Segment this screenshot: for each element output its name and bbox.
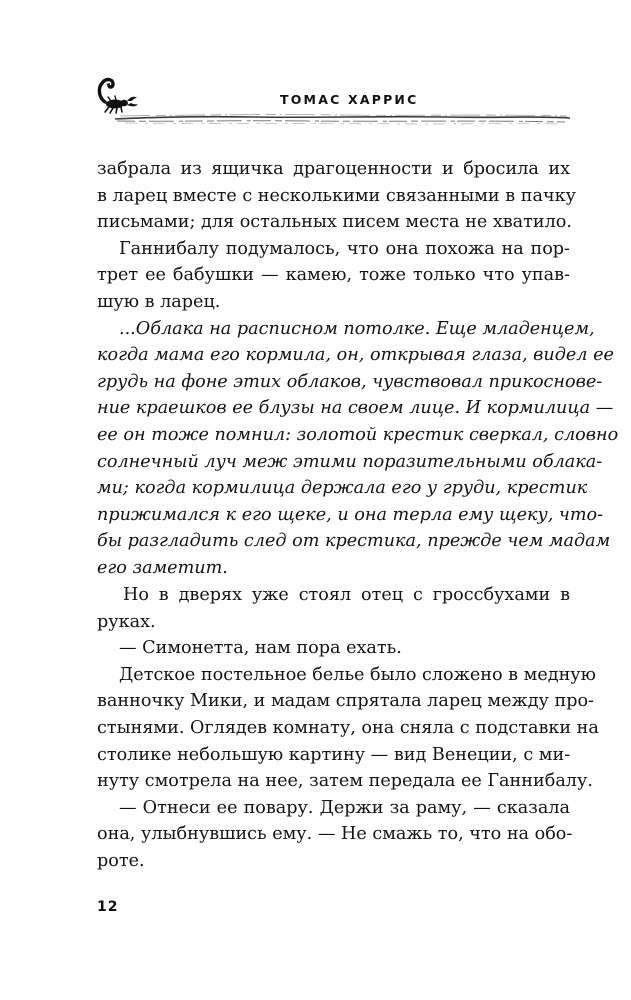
italic-line: прижимался к его щеке, и она терла ему щеку, что- [97,504,604,525]
text-line: письмами; для остальных писем места не хватило. [97,212,572,233]
italic-line: ее он тоже помнил: золотой крестик сверкал, словно [97,424,619,445]
text-line: ванночку Мики, и мадам спрятала ларец между про- [97,691,595,712]
italic-line: его заметит. [97,557,228,578]
italic-line: ние краешков ее блузы на своем лице. И кормилица — [97,398,614,419]
page-number: 12 [97,899,119,915]
text-line: забрала из ящичка драгоценности и бросила их [97,159,570,179]
text-line: Ганнибалу подумалось, что она похожа на пор- [119,238,570,259]
italic-line: грудь на фоне этих облаков, чувствовал прикоснове- [97,371,603,392]
dialogue-line: — Отнеси ее повару. Держи за раму, — сказала [119,797,570,818]
italic-line: солнечный луч меж этими поразительными облака- [97,451,603,472]
text-block-2 [97,582,599,875]
text-line: шую в ларец. [97,291,221,312]
text-line: стынями. Оглядев комнату, она сняла с подставки на [97,717,599,738]
italic-line: ...Облака на расписном потолке. Еще младенцем, [119,318,595,339]
running-head: ТОМАС ХАРРИС [280,92,419,107]
text-line: она, улыбнувшись ему. — Не смажь то, что на обо- [97,824,573,845]
text-line: трет ее бабушки — камею, тоже только что упав- [97,265,570,286]
page-header [95,72,570,132]
text-line: в ларец вместе с несколькими связанными в пачку [97,185,576,206]
italic-line: бы разгладить след от крестика, прежде чем мадам [97,531,611,552]
text-line: Но в дверях уже стоял отец с гроссбухами в [123,585,570,605]
dialogue-line: — Симонетта, нам пора ехать. [119,638,402,659]
italic-line: когда мама его кормила, он, открывая глаза, видел ее [97,345,614,366]
italic-line: ми; когда кормилица держала его у груди, крестик [97,478,588,499]
text-line: Детское постельное белье было сложено в медную [119,664,596,685]
text-block-1 [97,156,619,582]
text-line: нуту смотрела на нее, затем передала ее Ганнибалу. [97,771,593,792]
text-line: руках. [97,611,156,632]
brush-stroke-divider [115,110,570,126]
text-line: роте. [97,850,145,871]
text-line: столике небольшую картину — вид Венеции, с ми- [97,744,571,765]
